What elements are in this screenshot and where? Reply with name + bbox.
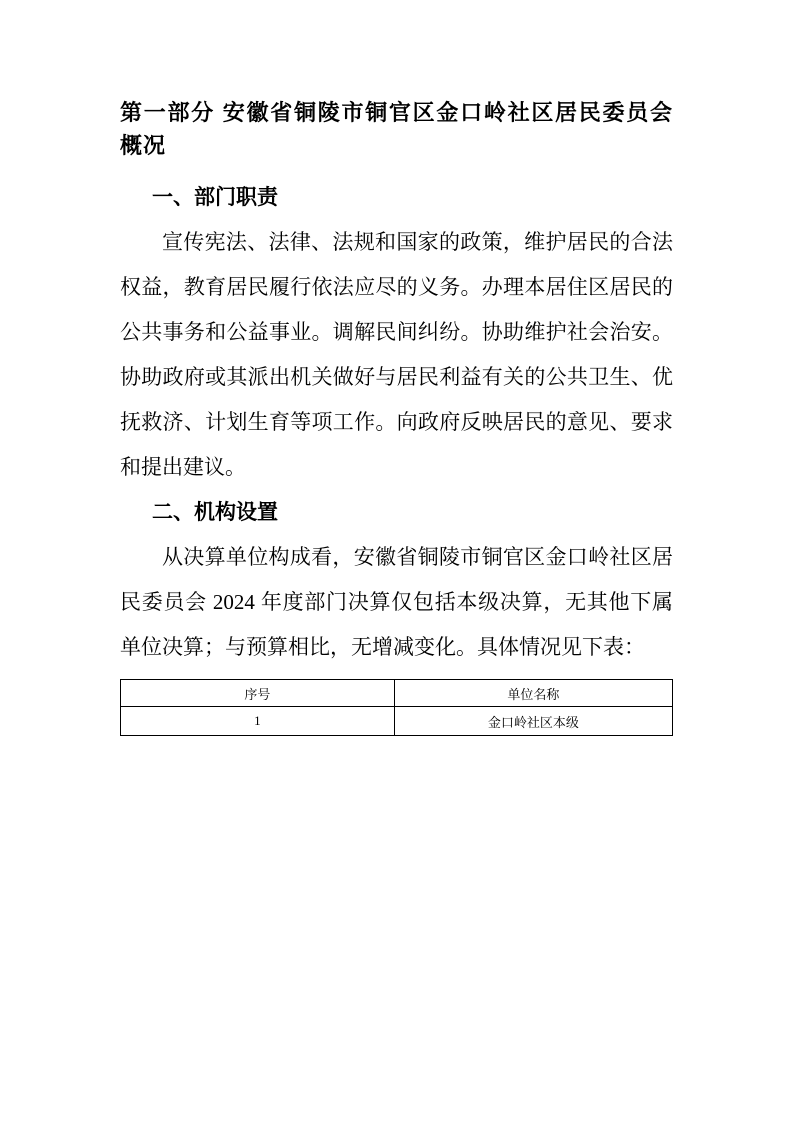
table-cell-unit-name: 金口岭社区本级	[394, 707, 672, 736]
table-header-seq: 序号	[121, 680, 395, 707]
table-cell-seq: 1	[121, 707, 395, 736]
table-header-unit-name: 单位名称	[394, 680, 672, 707]
document-content	[120, 0, 673, 736]
table-row	[121, 707, 673, 736]
unit-list-table	[120, 679, 673, 736]
table-header-row	[121, 680, 673, 707]
paragraph-duties: 宣传宪法、法律、法规和国家的政策，维护居民的合法权益，教育居民履行依法应尽的义务。办理本居住区居民的公共事务和公益事业。调解民间纠纷。协助维护社会治安。协助政府或其派出机关做好与居民利益有关的公共卫生、优抚救济、计划生育等项工作。向政府反映居民的意见、要求和提出建议。	[120, 230, 673, 479]
section-heading-duties: 一、部门职责	[152, 186, 278, 209]
paragraph-organization: 从决算单位构成看，安徽省铜陵市铜官区金口岭社区居民委员会 2024 年度部门决算仅包括本级决算，无其他下属单位决算；与预算相比，无增减变化。具体情况见下表：	[120, 545, 673, 659]
document-title: 第一部分 安徽省铜陵市铜官区金口岭社区居民委员会概况	[120, 100, 673, 158]
section-heading-organization: 二、机构设置	[152, 501, 278, 524]
